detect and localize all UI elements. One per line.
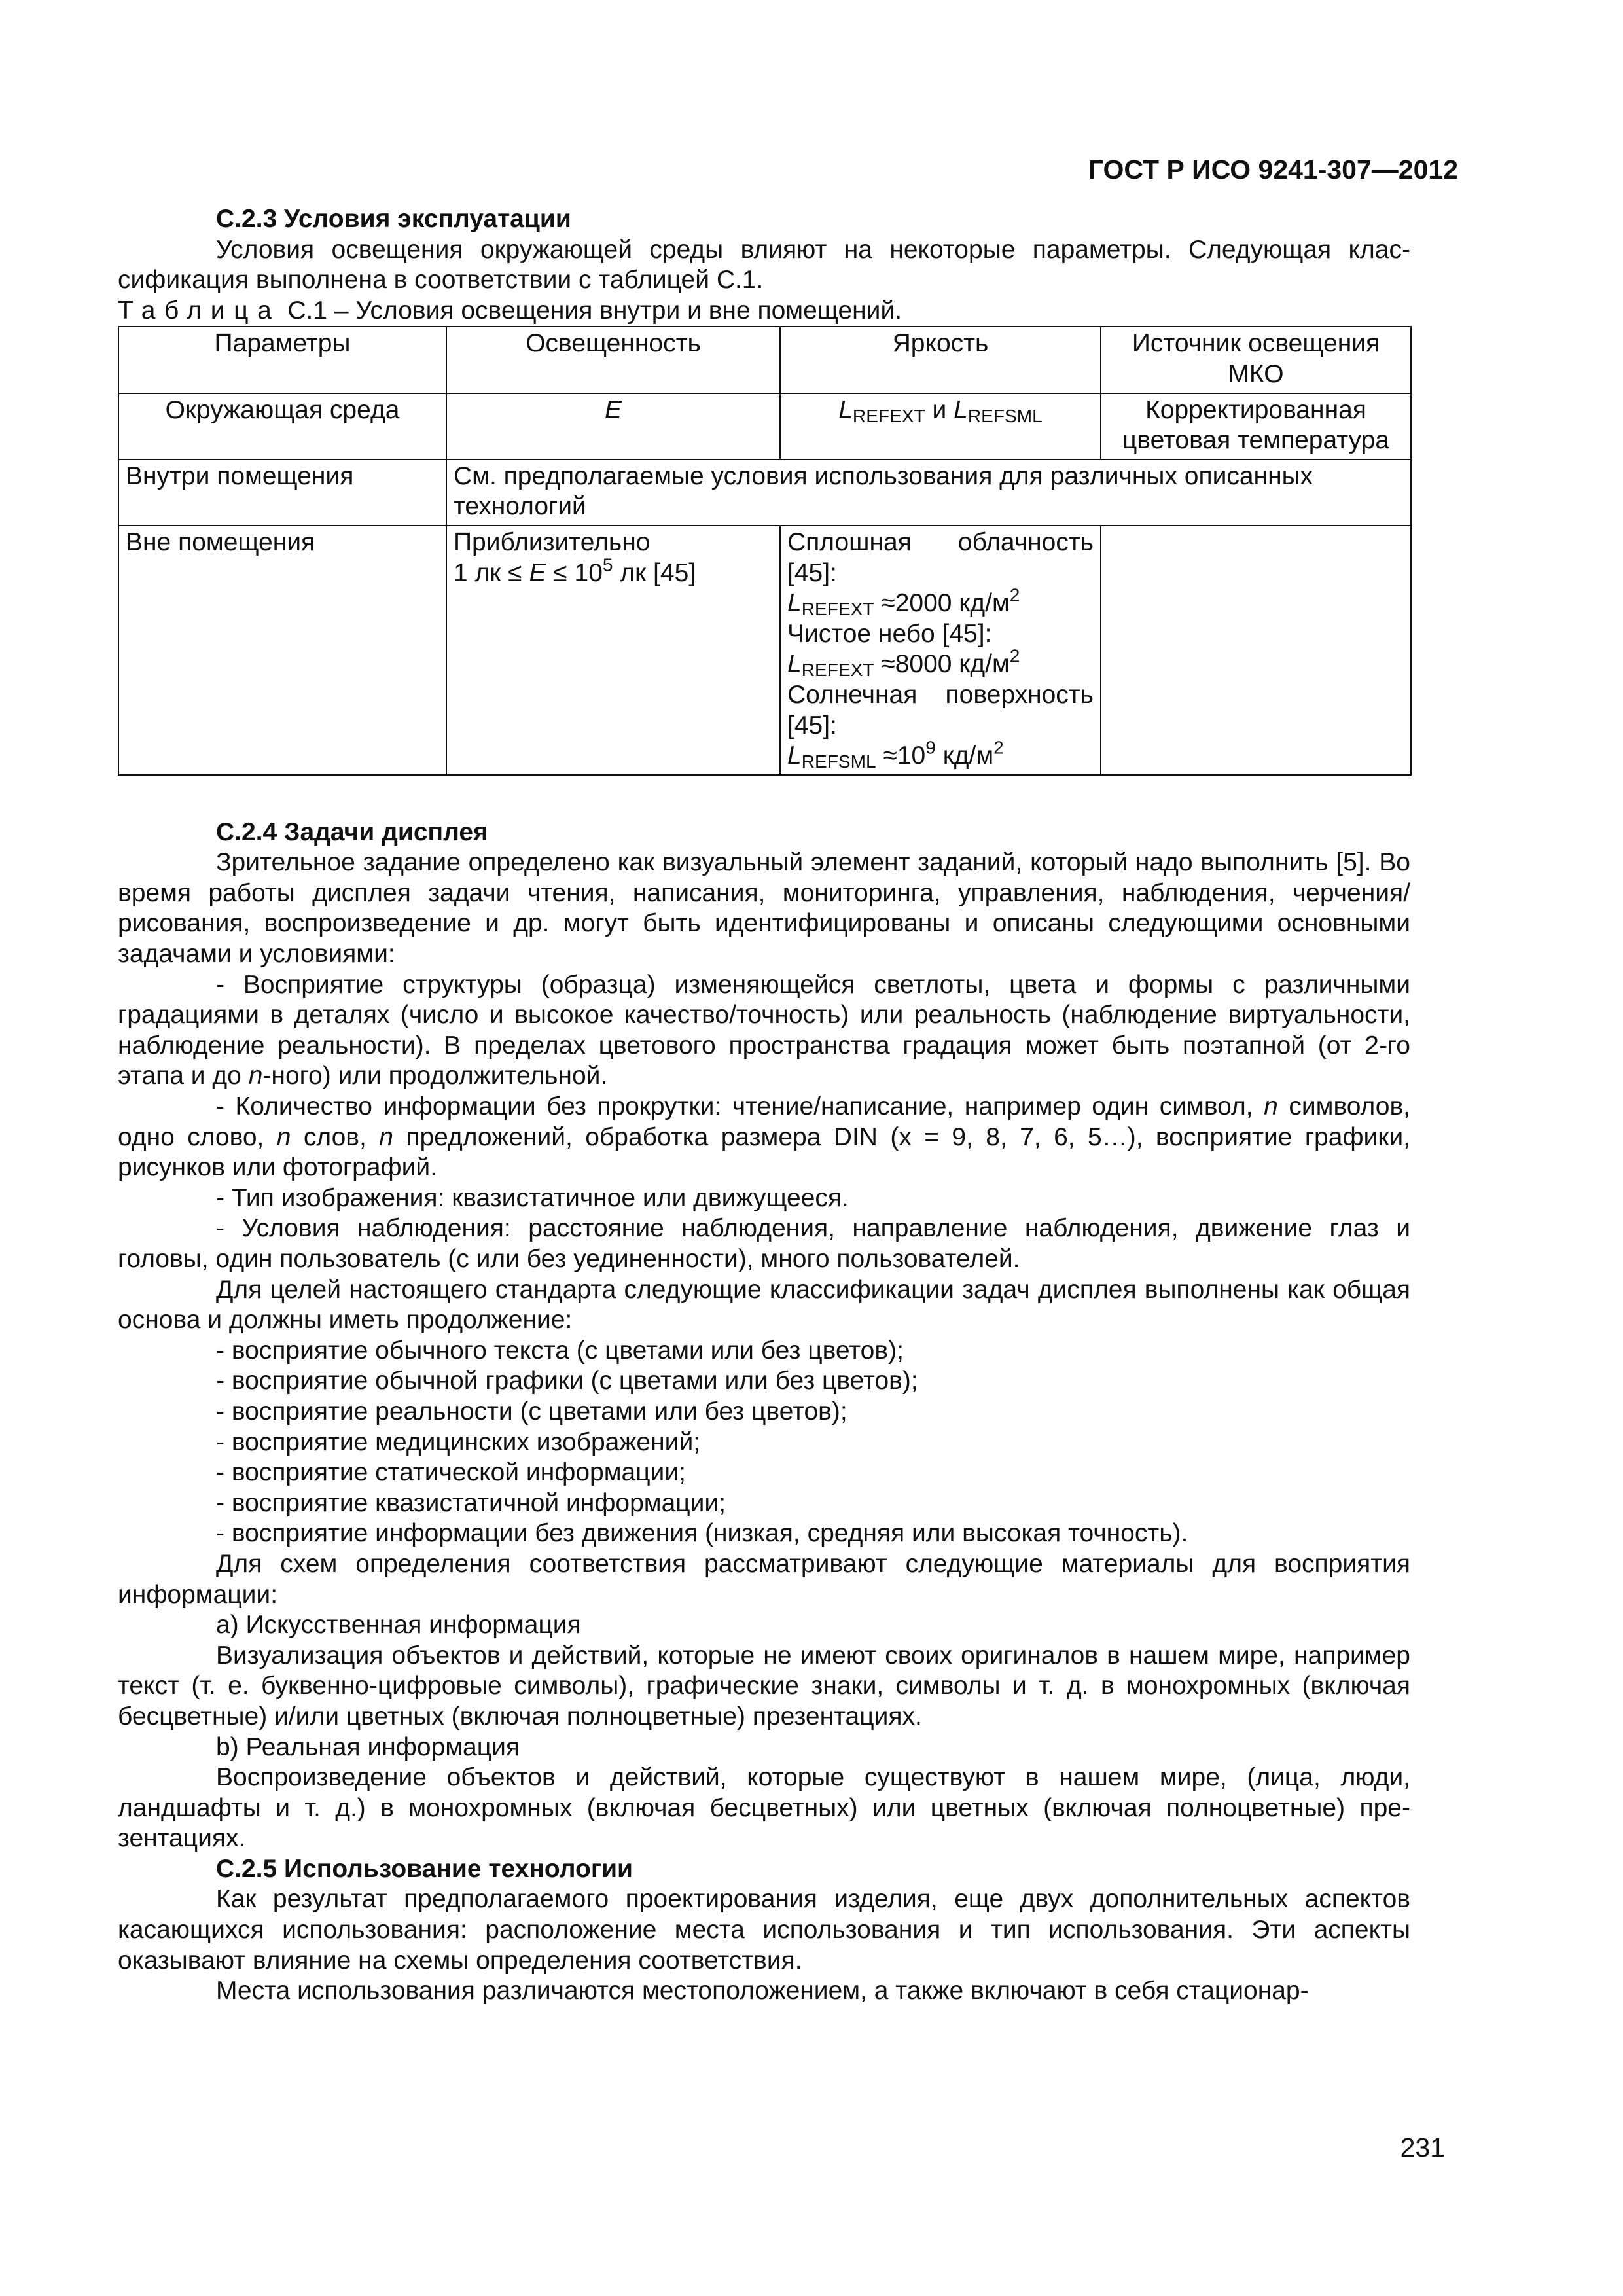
symbol-l: L (787, 650, 802, 679)
list-item: - восприятие квазистатичной информации; (216, 1488, 726, 1517)
exponent: 9 (925, 737, 936, 758)
header-cie-source: Источник освещения МКО (1101, 327, 1411, 393)
symbol-l: L (838, 395, 853, 424)
cell-outdoor-luminance (780, 526, 1101, 775)
main-content (118, 204, 1410, 2007)
item-a-heading: a) Искусственная информация (216, 1611, 581, 1640)
exponent: 2 (1009, 584, 1020, 605)
list-item: - восприятие обычного текста (с цветами или без цветов); (216, 1336, 904, 1365)
text-run: - Восприятие структуры (образца) изменяющейся светлоты, цвета и формы с различными градациями в деталях (число и высокое качество/точность) или реальность (наблюдение виртуальности, наблюдение реальности). В пределах цветового пространства градация может быть поэтапной (от 2-го этапа и до (118, 970, 1410, 1090)
symbol-n: n (1264, 1092, 1278, 1121)
sun-surface-label: Солнечная поверхность [45]: (787, 680, 1094, 740)
section-c24-p3 (118, 1092, 1410, 1183)
symbol-e: E (604, 395, 622, 424)
subscript-refext: REFEXT (801, 660, 874, 681)
cell-environment-source: Корректированная цветовая температура (1101, 393, 1411, 459)
text-run: слов, (303, 1122, 366, 1151)
table-row-outdoor (118, 526, 1411, 775)
exponent: 2 (1009, 645, 1020, 666)
subscript-refext: REFEXT (852, 405, 925, 426)
table-caption-word: Таблица (118, 296, 281, 325)
item-a-text: Визуализация объектов и действий, которые не имеют своих оригиналов в нашем мире, например текст (т. е. буквенно-цифровые символы), графические знаки, символы и т. д. в монохромных (включая бесцветные) и/или цветных (включая полноцветные) презентациях. (118, 1641, 1410, 1731)
symbol-e: E (529, 558, 546, 587)
section-c25-p1: Как результат предполагаемого проектирования изделия, еще двух дополнительных аспектов касающихся использования: расположение места использования и тип использования. Эти аспекты оказывают влияние на схемы определения соответствия. (118, 1885, 1410, 1975)
section-c24-p2 (118, 970, 1410, 1092)
table-header-row (118, 327, 1411, 393)
list-item: - восприятие информации без движения (низкая, средняя или высокая точность). (216, 1519, 1188, 1548)
lighting-conditions-table (118, 326, 1412, 775)
section-c24-p6: Для целей настоящего стандарта следующие классификации задач дисплея выполнены как общая основа и должны иметь продолжение: (118, 1275, 1410, 1335)
illuminance-range (454, 554, 773, 589)
list-item: - восприятие обычной графики (с цветами или без цветов); (216, 1367, 918, 1395)
cell-outdoor-illuminance (446, 526, 780, 775)
clear-sky-label: Чистое небо [45]: (787, 619, 992, 648)
cell-outdoor-source (1101, 526, 1411, 775)
header-parameters: Параметры (118, 327, 446, 393)
cell-indoor-label: Внутри помещения (118, 459, 446, 526)
exponent: 2 (993, 737, 1004, 758)
conjunction-text: и (932, 395, 947, 424)
list-item: - восприятие медицинских изображений; (216, 1427, 701, 1456)
symbol-l: L (787, 589, 802, 618)
value-text: ≈8000 кд/м (881, 650, 1010, 679)
text-run: - Количество информации без прокрутки: чтение/написание, например один символ, (216, 1092, 1253, 1121)
text-run: предложений, обработка размера DIN (x = 9, 8, 7, 6, 5…), восприятие графики, рисунков или фотографий. (118, 1122, 1410, 1182)
symbol-l: L (787, 742, 802, 770)
range-lower: 1 лк ≤ (454, 558, 522, 587)
subscript-refsml: REFSML (801, 751, 876, 772)
text-run: символов, одно слово, (118, 1092, 1410, 1151)
symbol-n: n (248, 1062, 263, 1090)
table-row-environment (118, 393, 1411, 459)
symbol-l: L (954, 395, 968, 424)
sun-surface-value (787, 737, 1094, 772)
symbol-n: n (379, 1122, 393, 1151)
subscript-refsml: REFSML (967, 405, 1043, 426)
item-b-text: Воспроизведение объектов и действий, которые существуют в нашем мире, (лица, люди, ландшафты и т. д.) в монохромных (включая бесцветных) или цветных (включая полноцветные) презентациях. (118, 1763, 1410, 1853)
section-c24-p5: - Условия наблюдения: расстояние наблюдения, направление наблюдения, движение глаз и головы, один пользователь (с или без уединенности), много пользователей. (118, 1214, 1410, 1273)
cell-indoor-text: См. предполагаемые условия использования для различных описанных технологий (446, 459, 1411, 526)
range-unit-ref: лк [45] (620, 558, 696, 587)
illuminance-approx-label: Приблизительно (454, 528, 651, 556)
section-c25-p2: Места использования различаются местоположением, а также включают в себя стационар- (216, 1977, 1309, 2005)
range-upper: ≤ 10 (553, 558, 603, 587)
cell-environment-illuminance (446, 393, 780, 459)
section-c23-intro: Условия освещения окружающей среды влияют на некоторые параметры. Следующая классификация выполнена в соответствии с таблицей С.1. (118, 235, 1410, 295)
section-c24-p1: Зрительное задание определено как визуальный элемент заданий, который надо выполнить [5]. Во время работы дисплея задачи чтения, написания, мониторинга, управления, наблюдения, черчения/рисования, воспроизведение и др. могут быть идентифицированы и описаны следующими основными задачами и условиями: (118, 848, 1410, 969)
document-code-header: ГОСТ Р ИСО 9241-307—2012 (1088, 154, 1458, 185)
symbol-n: n (276, 1122, 291, 1151)
header-luminance: Яркость (780, 327, 1101, 393)
value-text: ≈2000 кд/м (881, 589, 1010, 618)
cell-environment-label: Окружающая среда (118, 393, 446, 459)
header-illuminance: Освещенность (446, 327, 780, 393)
cell-outdoor-label: Вне помещения (118, 526, 446, 775)
list-item: - восприятие реальности (с цветами или без цветов); (216, 1397, 847, 1426)
value-text: ≈10 (883, 742, 926, 770)
item-b-heading: b) Реальная информация (216, 1732, 520, 1761)
page-number: 231 (1400, 2132, 1445, 2162)
overcast-value (787, 584, 1094, 620)
exponent: 5 (602, 554, 613, 575)
text-run: -ного) или продолжительной. (262, 1062, 608, 1090)
table-caption (118, 296, 1410, 327)
unit-text: кд/м (942, 742, 994, 770)
section-c24-heading: С.2.4 Задачи дисплея (216, 817, 488, 846)
table-row-indoor (118, 459, 1411, 526)
table-caption-text: С.1 – Условия освещения внутри и вне помещений. (287, 296, 902, 325)
list-item: - восприятие статической информации; (216, 1458, 686, 1487)
section-c24-p4: - Тип изображения: квазистатичное или движущееся. (216, 1183, 849, 1212)
section-c23-heading: С.2.3 Условия эксплуатации (216, 205, 571, 233)
overcast-label: Сплошная облачность [45]: (787, 528, 1094, 587)
section-c25-heading: С.2.5 Использование технологии (216, 1854, 633, 1883)
subscript-refext: REFEXT (801, 599, 874, 620)
clear-sky-value (787, 645, 1094, 681)
section-c24-p7: Для схем определения соответствия рассматривают следующие материалы для восприятия информации: (118, 1549, 1410, 1609)
spacer (118, 776, 1410, 817)
cell-environment-luminance (780, 393, 1101, 459)
